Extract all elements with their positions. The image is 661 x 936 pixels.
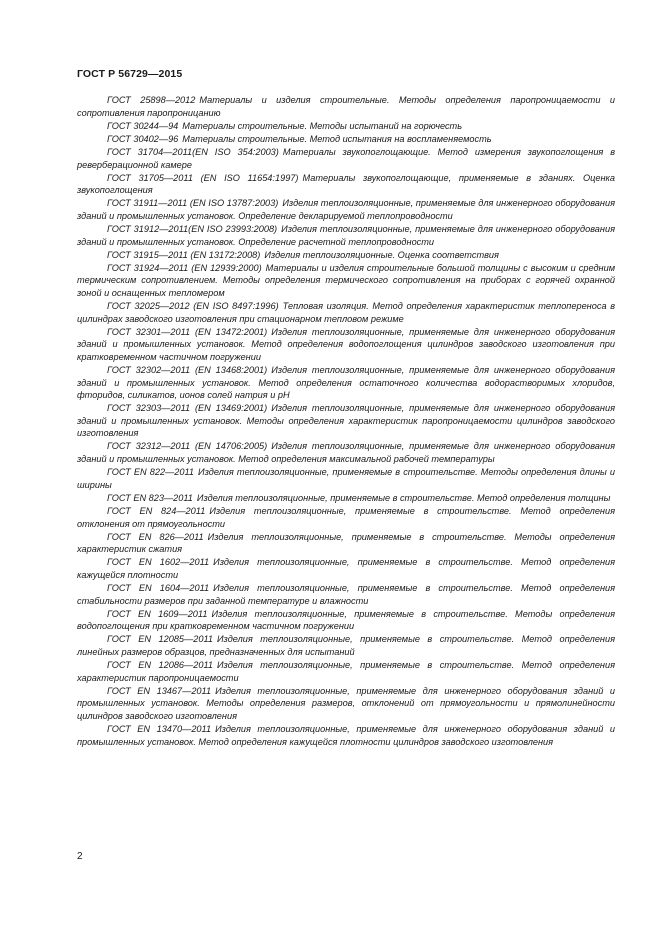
reference-entry [77, 402, 615, 440]
page-number: 2 [77, 851, 83, 862]
reference-title: Тепловая изоляция. Метод определения характеристик теплопереноса в цилиндрах заводского изготовления при стационарном тепловом режиме [77, 301, 615, 324]
reference-entry [77, 172, 615, 197]
reference-entry [77, 556, 615, 581]
reference-title: Материалы звукопоглощающие. Метод измерения звукопоглощения в реверберационной камере [77, 146, 615, 170]
reference-entry [77, 262, 615, 300]
reference-entry [77, 300, 615, 325]
reference-entry [77, 197, 615, 222]
reference-code: ГОСТ EN 1604—2011 [107, 583, 210, 594]
reference-entry [77, 249, 615, 262]
reference-title: Материалы строительные. Методы испытаний на горючесть [182, 120, 463, 131]
reference-code: ГОСТ 32301—2011 (EN 13472:2001) [107, 326, 268, 337]
reference-code: ГОСТ 31705—2011 (EN ISO 11654:1997) [107, 172, 299, 183]
reference-code: ГОСТ EN 1602—2011 [107, 557, 210, 568]
reference-title: Изделия теплоизоляционные, применяемые в строительстве. Метод определения линейных размеров образцов, предназначенных для испытаний [77, 634, 616, 657]
reference-title: Изделия теплоизоляционные, применяемые для инженерного оборудования зданий и промышленных установок. Определение декларируемой теплопроводности [77, 198, 615, 221]
reference-title: Изделия теплоизоляционные, применяемые в строительстве. Метод определения толщины [196, 492, 611, 503]
reference-entry [77, 659, 615, 684]
reference-title: Изделия теплоизоляционные, применяемые для инженерного оборудования зданий и промышленных установок. Методы определения размеров, отклонений от прямоугольности и прямолинейности цилиндров заводского изготовления [77, 685, 615, 721]
reference-entry [77, 582, 615, 607]
reference-title: Изделия теплоизоляционные, применяемые в строительстве. Метод определения характеристик паропроницаемости [77, 660, 616, 683]
document-header-standard-id: ГОСТ Р 56729—2015 [77, 68, 183, 80]
reference-title: Изделия теплоизоляционные, применяемые в строительстве. Метод определения отклонения от прямоугольности [77, 506, 615, 529]
reference-entry [77, 223, 615, 248]
reference-entry [77, 492, 615, 505]
reference-title: Материалы и изделия строительные большой толщины с высоким и средним термическим сопротивлением. Методы определения термического сопротивления на приборах с горячей охранной зоной и оснащенных тепломером [77, 262, 615, 298]
reference-code: ГОСТ 30402—96 [107, 133, 179, 144]
reference-entry [77, 326, 615, 364]
reference-entry [77, 685, 615, 723]
reference-code: ГОСТ 31912—2011(EN ISO 23993:2008) [107, 224, 278, 235]
reference-code: ГОСТ 25898—2012 [107, 95, 196, 105]
reference-code: ГОСТ 31915—2011 (EN 13172:2008) [107, 249, 261, 260]
reference-entry [77, 364, 615, 402]
reference-code: ГОСТ 31924—2011 (EN 12939:2000) [107, 262, 262, 273]
reference-entry [77, 440, 615, 465]
reference-code: ГОСТ 31911—2011 (EN ISO 13787:2003) [107, 198, 279, 209]
reference-title: Изделия теплоизоляционные, применяемые в строительстве. Метод определения кажущейся плотности [77, 557, 616, 580]
normative-references-list [77, 94, 615, 749]
reference-code: ГОСТ EN 12085—2011 [107, 634, 213, 645]
reference-title: Изделия теплоизоляционные, применяемые в строительстве. Метод определения стабильности размеров при заданной температуре и влажности [77, 583, 616, 606]
reference-title: Материалы и изделия строительные. Методы определения паропроницаемости и сопротивления паропроницанию [77, 95, 615, 118]
reference-entry [77, 633, 615, 658]
reference-entry [77, 608, 615, 633]
reference-title: Изделия теплоизоляционные, применяемые в строительстве. Методы определения длины и ширины [77, 467, 615, 490]
reference-entry [77, 505, 615, 530]
reference-entry [77, 120, 615, 133]
reference-title: Материалы звукопоглощающие, применяемые в зданиях. Оценка звукопоглощения [77, 172, 615, 196]
reference-entry [77, 723, 615, 748]
reference-title: Изделия теплоизоляционные, применяемые для инженерного оборудования зданий и промышленных установок. Определение расчетной теплопроводности [77, 224, 615, 247]
reference-code: ГОСТ EN 13467—2011 [107, 685, 212, 696]
reference-code: ГОСТ EN 823—2011 [107, 492, 193, 503]
reference-title: Изделия теплоизоляционные, применяемые в строительстве. Методы определения характеристик сжатия [77, 531, 615, 555]
reference-code: ГОСТ EN 824—2011 [107, 506, 206, 516]
reference-title: Изделия теплоизоляционные, применяемые для инженерного оборудования зданий и промышленных установок. Метод определения остаточного количества водорастворимых хлоридов, фторидов, силикатов, ионов солей натрия и pH [77, 365, 615, 401]
reference-code: ГОСТ EN 1609—2011 [107, 608, 208, 619]
reference-code: ГОСТ 32025—2012 (EN ISO 8497:1996) [107, 301, 279, 312]
reference-title: Изделия теплоизоляционные, применяемые для инженерного оборудования зданий и промышленных установок. Методы определения характеристик паропроницаемости цилиндров заводского изготовления [77, 403, 615, 439]
reference-code: ГОСТ EN 826—2011 [107, 531, 204, 542]
reference-code: ГОСТ 32302—2011 (EN 13468:2001) [107, 365, 268, 376]
reference-entry [77, 133, 615, 146]
reference-title: Изделия теплоизоляционные, применяемые для инженерного оборудования зданий и промышленных установок. Метод определения кажущейся плотности цилиндров заводского изготовления [77, 724, 615, 747]
reference-title: Изделия теплоизоляционные, применяемые для инженерного оборудования зданий и промышленных установок. Метод определения максимальной рабочей температуры [77, 441, 615, 465]
reference-entry [77, 94, 615, 119]
reference-title: Изделия теплоизоляционные. Оценка соответствия [264, 249, 499, 260]
reference-entry [77, 466, 615, 491]
reference-code: ГОСТ EN 13470—2011 [107, 724, 212, 735]
reference-code: ГОСТ 31704—2011(EN ISO 354:2003) [107, 146, 279, 157]
reference-title: Изделия теплоизоляционные, применяемые в строительстве. Методы определения водопоглощения при кратковременном частичном погружении [77, 608, 615, 632]
reference-entry [77, 146, 615, 171]
reference-title: Материалы строительные. Метод испытания на воспламеняемость [182, 133, 492, 144]
reference-code: ГОСТ 32312—2011 (EN 14706:2005) [107, 441, 268, 452]
reference-entry [77, 531, 615, 556]
reference-title: Изделия теплоизоляционные, применяемые для инженерного оборудования зданий и промышленных установок. Метод определения водопоглощения цилиндров заводского изготовления при кратковременном частичном погружении [77, 326, 615, 362]
reference-code: ГОСТ EN 822—2011 [107, 467, 194, 478]
reference-code: ГОСТ 30244—94 [107, 120, 179, 131]
reference-code: ГОСТ 32303—2011 (EN 13469:2001) [107, 403, 268, 414]
reference-code: ГОСТ EN 12086—2011 [107, 660, 213, 671]
